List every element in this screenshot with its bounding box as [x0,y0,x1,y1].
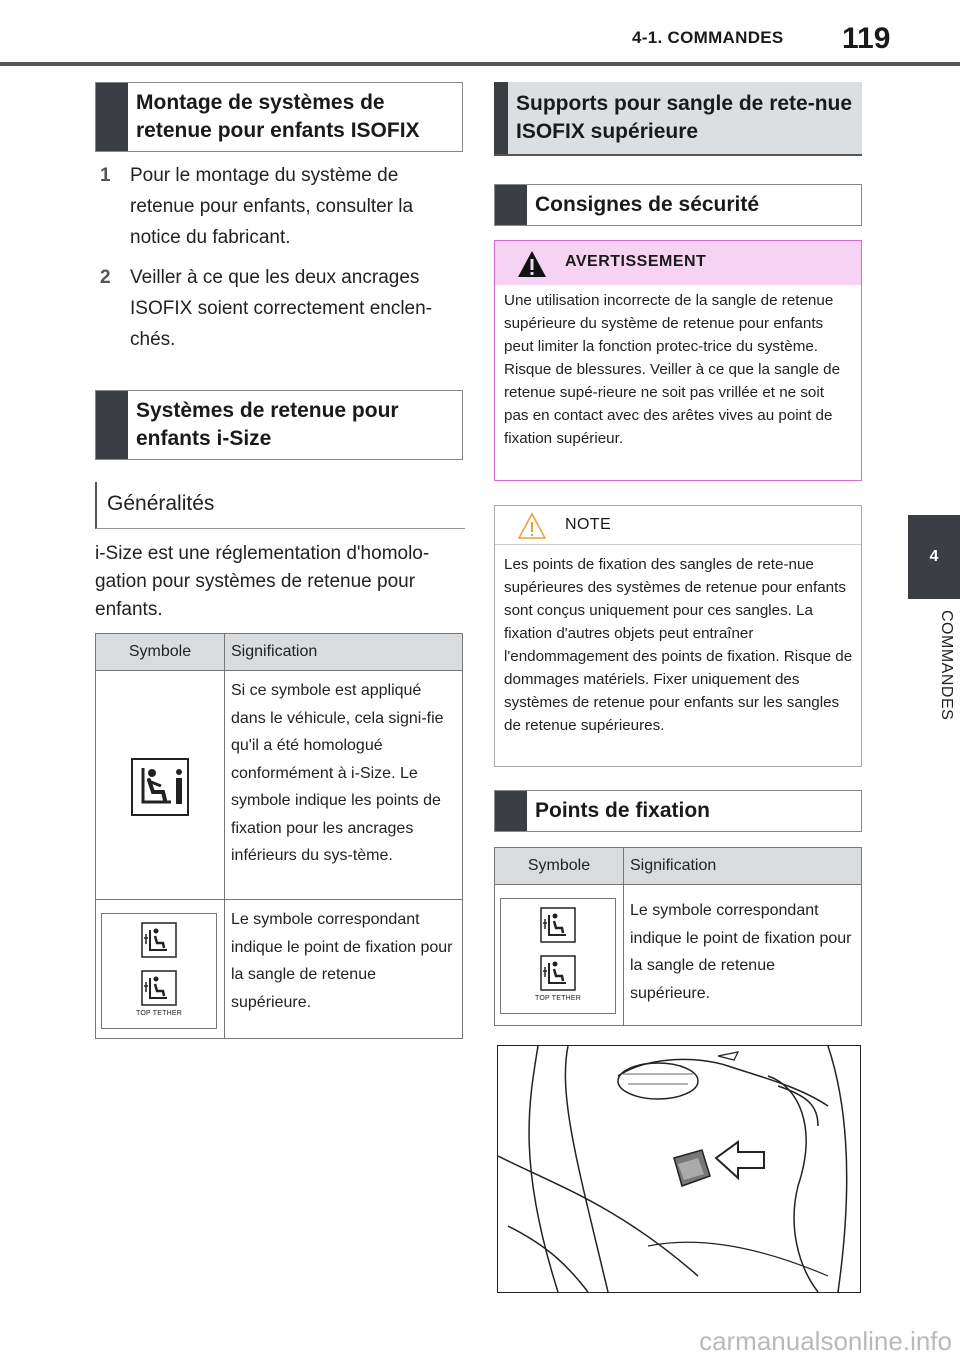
note-divider [495,544,861,545]
step-2 [100,262,465,355]
page-number: 119 [842,22,891,55]
heading-bar [495,185,527,225]
warning-header [495,241,861,285]
section-title: 4-1. COMMANDES [632,28,784,47]
table-row [96,900,463,1039]
top-tether-caption: TOP TETHER [136,1010,182,1017]
column-header-symbol: Symbole [495,848,624,885]
table-header-row [96,634,463,671]
top-tether-icon [141,922,177,958]
warning-title: AVERTISSEMENT [565,253,707,270]
table-header-row [495,848,862,885]
step-number: 1 [100,165,111,186]
subheading-generalites-text: Généralités [107,492,215,515]
step-number: 2 [100,267,111,288]
subheading-generalites [95,482,465,529]
heading-isize-text: Systèmes de retenue pour enfants i-Size [136,399,399,450]
top-tether-caption: TOP TETHER [535,995,581,1002]
note-box [494,505,862,767]
chapter-number: 4 [929,548,939,565]
heading-bar [96,83,128,151]
isize-child-seat-icon [131,758,189,816]
symbol-table-left [95,633,463,1039]
note-text: Les points de fixation des sangles de rete-nue supérieures des systèmes de retenue pour enfants sont conçus uniquement pour ces sangles. La fixation d'autres objets peut entraîner l'endommagement des points de fixation. Risque de dommages matériels. Fixer uniquement des systèmes de retenue pour enfants sur les sangles de retenue supérieures. [504,556,853,734]
column-header-meaning: Signification [225,634,463,671]
anchor-seat-icon [540,955,576,991]
header-rule [0,62,960,66]
generalites-paragraph: i-Size est une réglementation d'homolo-gation pour systèmes de retenue pour enfants. [95,543,430,620]
step-1 [100,160,465,253]
heading-isofix-text: Montage de systèmes de retenue pour enfants ISOFIX [136,91,420,142]
meaning-cell: Le symbole correspondant indique le point de fixation pour la sangle de retenue supérieure. [624,885,862,1026]
table-row [495,885,862,1026]
tether-anchor-illustration [497,1045,861,1293]
symbol-table-right [494,847,862,1026]
note-title: NOTE [565,516,612,533]
heading-bar [96,391,128,459]
heading-bar [494,82,508,154]
meaning-cell: Le symbole correspondant indique le point de fixation pour la sangle de retenue supérieure. [225,900,463,1039]
warning-text: Une utilisation incorrecte de la sangle de retenue supérieure du système de retenue pour enfants peut limiter la fonction protec-trice du système. Risque de blessures. Veiller à ce que la sangle de retenue supé-rieure ne soit pas vrillée et ne soit pas en contact avec des arêtes vives au point de fixation supérieur. [504,292,841,447]
symbol-cell [96,900,225,1039]
step-text: Pour le montage du système de retenue pour enfants, consulter la notice du fabricant. [130,165,414,248]
heading-bar [495,791,527,831]
heading-supports [494,82,862,156]
heading-points [494,790,862,832]
watermark: carmanualsonline.info [699,1326,952,1356]
warning-box [494,240,862,481]
top-tether-frame [500,898,616,1014]
symbol-cell [495,885,624,1026]
table-row [96,671,463,900]
note-triangle-icon [517,512,547,540]
heading-consignes-text: Consignes de sécurité [535,193,760,216]
top-tether-icon [540,907,576,943]
chapter-label-text: COMMANDES [938,610,955,721]
warning-triangle-icon [517,250,547,278]
heading-isofix [95,82,463,152]
heading-isize [95,390,463,460]
top-tether-frame [101,913,217,1029]
heading-supports-text: Supports pour sangle de rete-nue ISOFIX supérieure [516,92,853,143]
chapter-label [895,610,960,740]
step-text: Veiller à ce que les deux ancrages ISOFIX soient correctement enclen-chés. [130,267,433,350]
anchor-seat-icon [141,970,177,1006]
chapter-tab [908,515,960,599]
car-interior-drawing [498,1046,860,1292]
column-header-symbol: Symbole [96,634,225,671]
column-header-meaning: Signification [624,848,862,885]
heading-points-text: Points de fixation [535,799,711,822]
symbol-cell [96,671,225,900]
heading-consignes [494,184,862,226]
meaning-cell: Si ce symbole est appliqué dans le véhicule, cela signi-fie qu'il a été homologué conformément à i-Size. Le symbole indique les points de fixation pour les ancrages inférieurs du sys-tème. [225,671,463,900]
